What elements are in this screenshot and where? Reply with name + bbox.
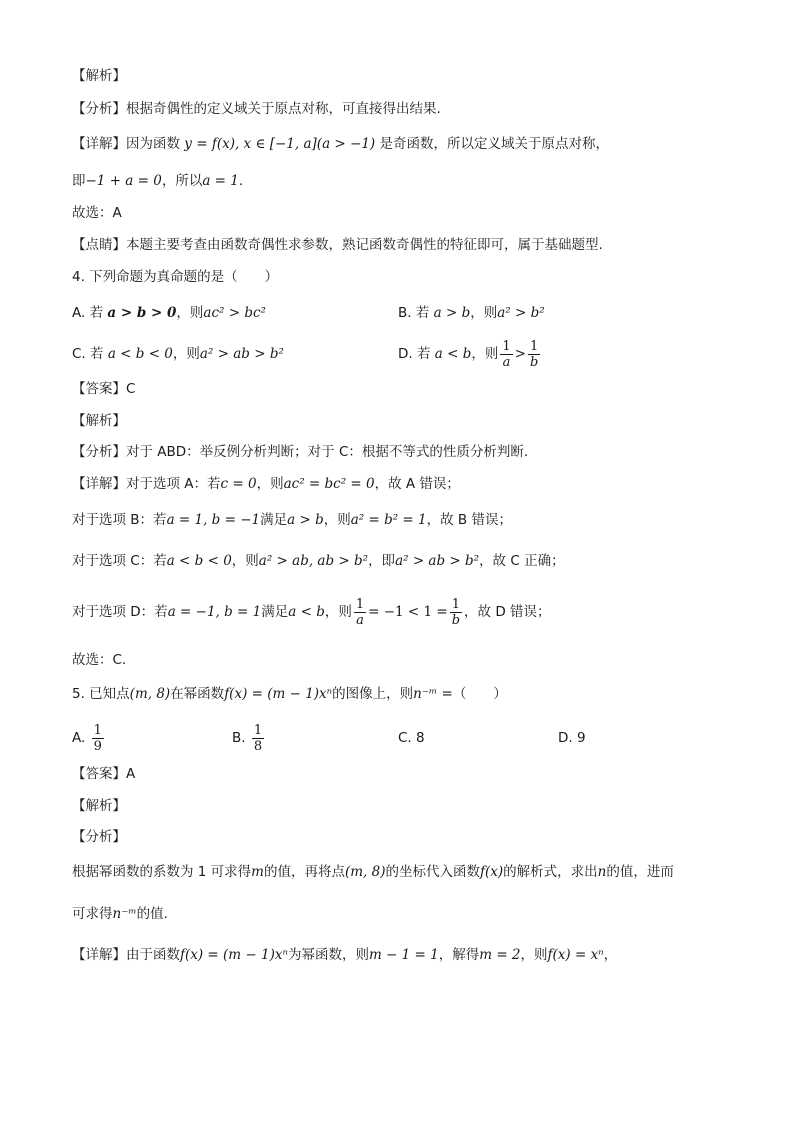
- paragraph-xiangjie-a: 【详解】对于选项 A：若c = 0，则ac² = bc² = 0，故 A 错误；: [72, 476, 460, 492]
- section-heading-jiexi: 【解析】: [72, 798, 126, 814]
- paragraph-xiangjie: 【详解】因为函数 y = f(x), x ∈ [−1, a](a > −1) 是奇函数，所以定义域关于原点对称，: [72, 136, 609, 152]
- question-4-option-d: D. 若 a < b，则 $\frac{1}{a}$ > $\frac{1}{b}$: [398, 338, 539, 370]
- fraction: $\frac{1}{b}$: [451, 596, 461, 628]
- paragraph-xiangjie-c: 对于选项 C：若a < b < 0，则a² > ab, ab > b²，即a² > ab > b²，故 C 正确；: [72, 553, 565, 569]
- question-5-option-c: C. 8: [398, 730, 425, 746]
- question-5-option-d: D. 9: [558, 730, 586, 746]
- paragraph-xiangjie: 【详解】由于函数f(x) = (m − 1)xⁿ为幂函数，则m − 1 = 1，解得m = 2，则f(x) = xⁿ，: [72, 947, 618, 963]
- question-5-stem: 5. 已知点(m, 8)在幂函数f(x) = (m − 1)xⁿ的图像上，则n⁻ᵐ =（ ）: [72, 686, 507, 702]
- paragraph-fenxi: 【分析】对于 ABD：举反例分析判断；对于 C：根据不等式的性质分析判断.: [72, 444, 529, 460]
- section-heading-jiexi: 【解析】: [72, 68, 126, 84]
- section-heading-fenxi: 【分析】: [72, 829, 126, 845]
- paragraph-fenxi-cont: 可求得n⁻ᵐ的值.: [72, 906, 168, 922]
- section-heading-jiexi: 【解析】: [72, 413, 126, 429]
- question-4-option-a: A. 若 a > b > 0，则ac² > bc²: [72, 305, 266, 321]
- question-5-option-a: A. $\frac{1}{9}$: [72, 722, 102, 754]
- paragraph-xiangjie-d: 对于选项 D：若a = −1, b = 1满足a < b，则 $\frac{1}{a}$ = −1 < 1 = $\frac{1}{b}$ ，故 D 错误；: [72, 596, 551, 628]
- fraction: $\frac{1}{8}$: [253, 722, 263, 754]
- question-4-option-c: C. 若 a < b < 0，则a² > ab > b²: [72, 346, 284, 362]
- answer-choice: 故选：C.: [72, 652, 127, 668]
- answer-choice: 故选：A: [72, 205, 122, 221]
- paragraph-dianjing: 【点睛】本题主要考查由函数奇偶性求参数，熟记函数奇偶性的特征即可，属于基础题型.: [72, 237, 603, 253]
- fraction: $\frac{1}{b}$: [529, 338, 539, 370]
- question-4-stem: 4. 下列命题为真命题的是（ ）: [72, 269, 279, 285]
- paragraph-fenxi: 【分析】根据奇偶性的定义域关于原点对称，可直接得出结果.: [72, 101, 441, 117]
- answer-label: 【答案】C: [72, 381, 136, 397]
- paragraph-xiangjie-b: 对于选项 B：若a = 1, b = −1满足a > b，则a² = b² = 1，故 B 错误；: [72, 512, 512, 528]
- paragraph-xiangjie-cont: 即−1 + a = 0，所以a = 1.: [72, 173, 244, 189]
- fraction: $\frac{1}{a}$: [355, 596, 365, 628]
- question-4-option-b: B. 若 a > b，则a² > b²: [398, 305, 545, 321]
- paragraph-fenxi: 根据幂函数的系数为 1 可求得m的值，再将点(m, 8)的坐标代入函数f(x)的解析式，求出n的值，进而: [72, 864, 674, 880]
- question-5-option-b: B. $\frac{1}{8}$: [232, 722, 263, 754]
- fraction: $\frac{1}{a}$: [502, 338, 511, 370]
- fraction: $\frac{1}{9}$: [93, 722, 102, 754]
- answer-label: 【答案】A: [72, 766, 136, 782]
